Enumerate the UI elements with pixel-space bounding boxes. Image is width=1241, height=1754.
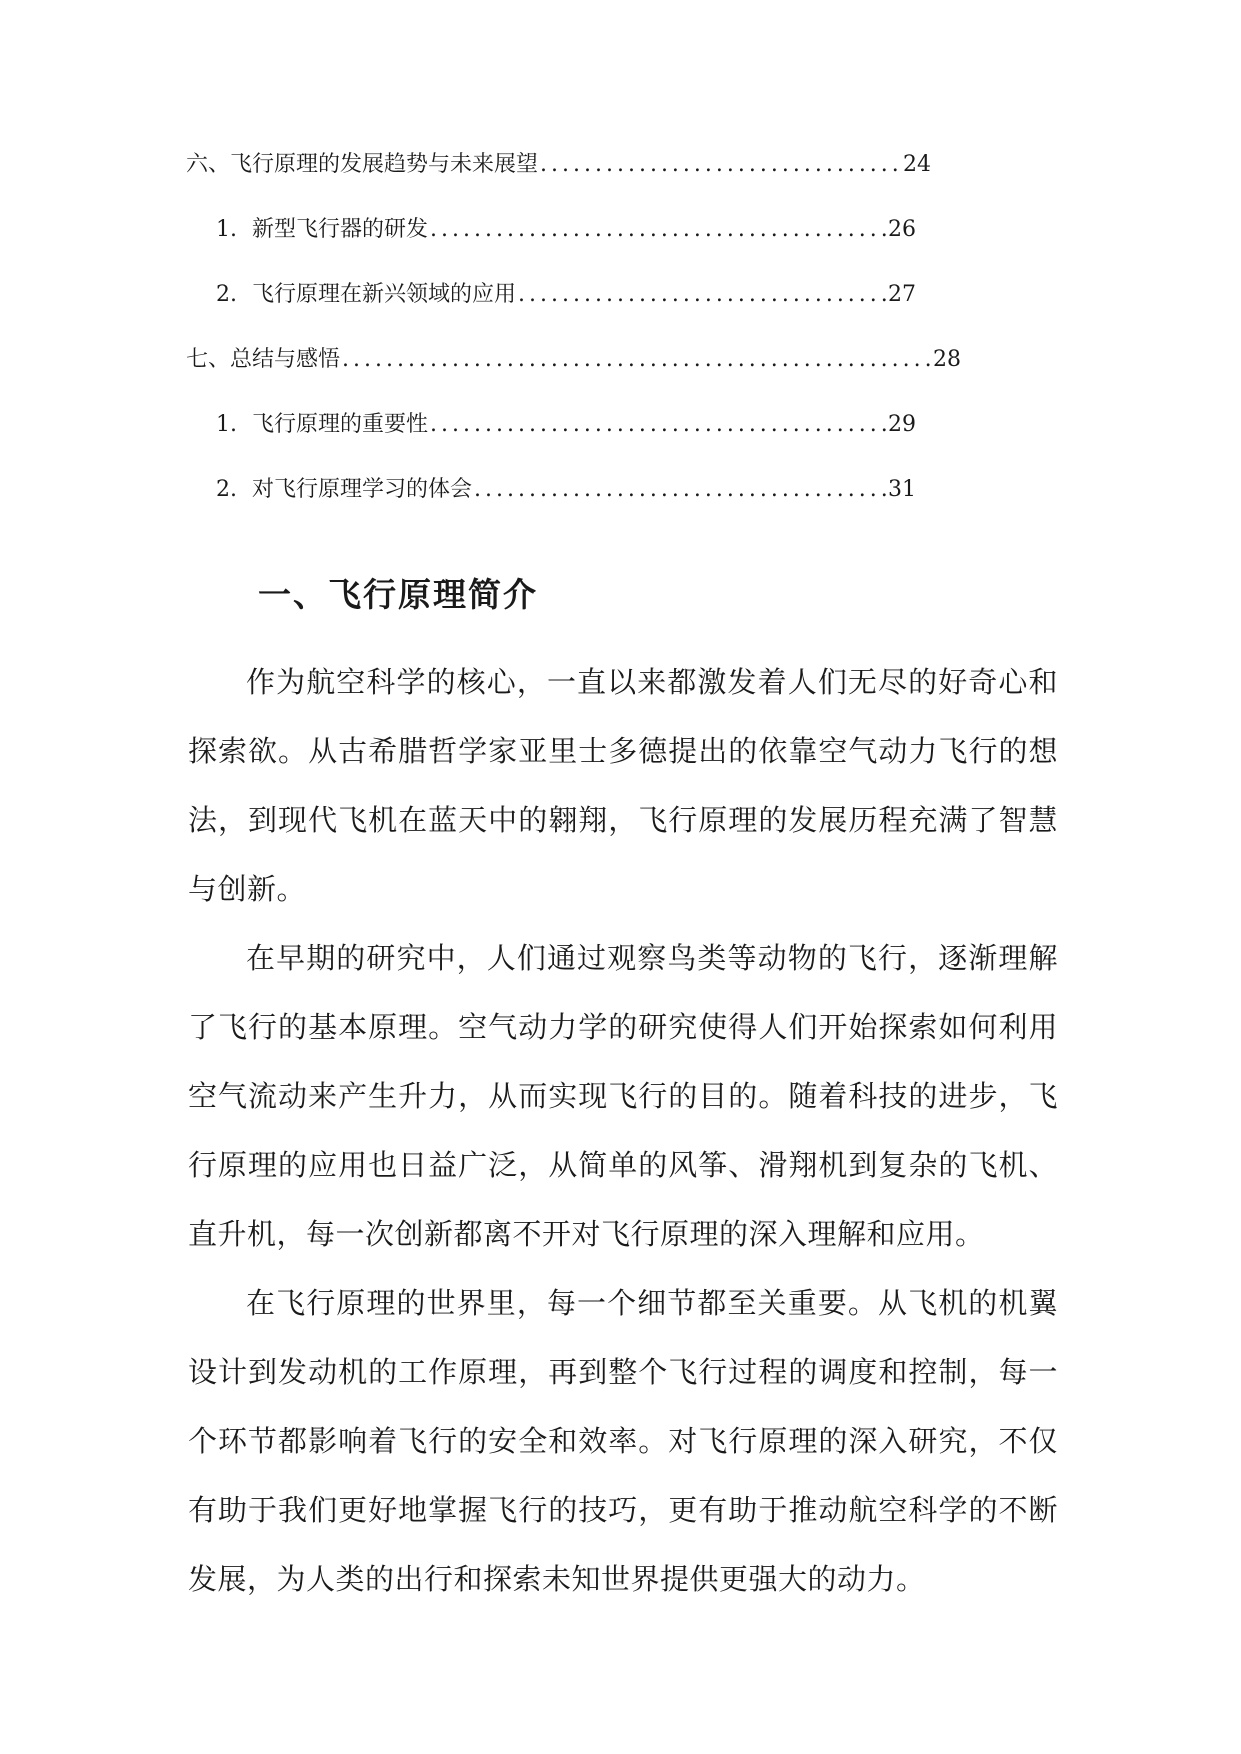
toc-entry-number: 1. [216, 412, 237, 437]
toc-entry-page: 24 [903, 152, 931, 177]
toc-entry-number: 2. [216, 282, 237, 307]
toc-entry-number: 2. [216, 477, 237, 502]
toc-entry-page: 29 [888, 412, 916, 437]
toc-entry-number: 1. [216, 217, 237, 242]
section-body [188, 648, 1058, 1614]
toc-entry[interactable] [186, 275, 916, 340]
toc-entry[interactable] [186, 340, 961, 405]
toc-dot-leader [540, 145, 901, 185]
toc-entry-page: 27 [888, 282, 916, 307]
toc-entry-title: 新型飞行器的研发 [252, 217, 429, 242]
paragraph: 在早期的研究中，人们通过观察鸟类等动物的飞行，逐渐理解了飞行的基本原理。空气动力学的研究使得人们开始探索如何利用空气流动来产生升力，从而实现飞行的目的。随着科技的进步，飞行原理的应用也日益广泛，从简单的风筝、滑翔机到复杂的飞机、直升机，每一次创新都离不开对飞行原理的深入理解和应用。 [188, 941, 1058, 1251]
toc-entry-page: 26 [888, 217, 916, 242]
toc-entry-title: 飞行原理的重要性 [252, 412, 429, 437]
toc-dot-leader [518, 275, 886, 315]
toc-entry[interactable] [186, 405, 916, 470]
toc-entry[interactable] [186, 145, 931, 210]
section-heading: 一、飞行原理简介 [258, 575, 538, 614]
toc-entry-title: 七、总结与感悟 [186, 347, 341, 372]
toc-entry[interactable] [186, 210, 916, 275]
toc-entry-title: 飞行原理在新兴领域的应用 [252, 282, 517, 307]
paragraph: 作为航空科学的核心，一直以来都激发着人们无尽的好奇心和探索欲。从古希腊哲学家亚里士多德提出的依靠空气动力飞行的想法，到现代飞机在蓝天中的翱翔，飞行原理的发展历程充满了智慧与创新。 [188, 665, 1058, 906]
toc-dot-leader [430, 405, 886, 445]
paragraph: 在飞行原理的世界里，每一个细节都至关重要。从飞机的机翼设计到发动机的工作原理，再到整个飞行过程的调度和控制，每一个环节都影响着飞行的安全和效率。对飞行原理的深入研究，不仅有助于我们更好地掌握飞行的技巧，更有助于推动航空科学的不断发展，为人类的出行和探索未知世界提供更强大的动力。 [188, 1286, 1058, 1596]
toc-dot-leader [474, 470, 886, 510]
toc-entry-title: 对飞行原理学习的体会 [252, 477, 473, 502]
toc-entry-page: 28 [933, 347, 961, 372]
toc-entry-page: 31 [888, 477, 916, 502]
toc-entry[interactable] [186, 470, 916, 535]
toc-dot-leader [430, 210, 886, 250]
table-of-contents [186, 145, 961, 535]
toc-dot-leader [342, 340, 931, 380]
toc-entry-title: 六、飞行原理的发展趋势与未来展望 [186, 152, 539, 177]
